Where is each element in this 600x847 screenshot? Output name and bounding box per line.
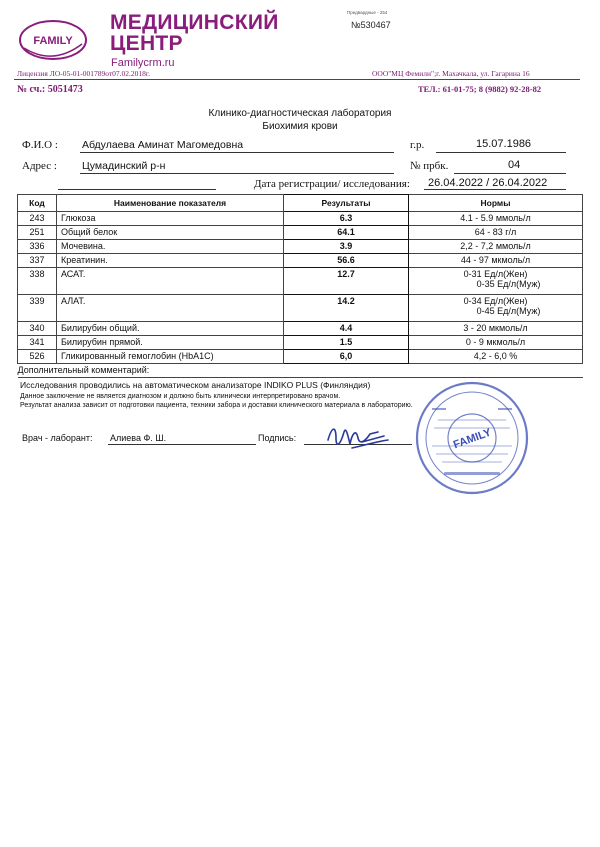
lab-subtitle: Биохимия крови [262, 121, 338, 132]
signature-label: Подпись: [258, 433, 297, 443]
row-norm [409, 268, 583, 295]
comment-row [18, 364, 583, 378]
address-underline [80, 173, 394, 174]
registration-dates: 26.04.2022 / 26.04.2022 [428, 177, 548, 189]
row-norm: 64 - 83 г/л [409, 226, 583, 240]
row-name: Билирубин прямой. [57, 336, 284, 350]
fio-underline [80, 152, 394, 153]
row-norm-female: 0-31 Ед/л(Жен) [463, 269, 528, 279]
row-code: 341 [18, 336, 57, 350]
table-row [18, 295, 583, 322]
row-name: АСАТ. [57, 268, 284, 295]
row-norm: 2,2 - 7,2 ммоль/л [409, 240, 583, 254]
row-norm: 4.1 - 5.9 ммоль/л [409, 212, 583, 226]
row-name: АЛАТ. [57, 295, 284, 322]
row-result: 3.9 [284, 240, 409, 254]
row-name: Гликированный гемоглобин (HbA1C) [57, 350, 284, 364]
prbk-label: № прбк. [410, 160, 449, 172]
order-number: №530467 [351, 20, 391, 30]
table-row [18, 350, 583, 364]
row-result: 64.1 [284, 226, 409, 240]
row-code: 339 [18, 295, 57, 322]
address-label: Адрес : [22, 160, 57, 172]
col-norm-header: Нормы [409, 195, 583, 212]
brand-title [110, 12, 279, 54]
brand-line2: ЦЕНТР [110, 32, 183, 55]
dates-label: Дата регистрации/ исследования: [254, 178, 410, 190]
birth-underline [436, 152, 566, 153]
row-code: 337 [18, 254, 57, 268]
birth-label: г.р. [410, 139, 425, 151]
family-logo [18, 18, 88, 62]
stamp-text: FAMILY [451, 426, 493, 452]
analyzer-note: Исследования проводились на автоматическом анализаторе INDIKO PLUS (Финляндия) [20, 380, 371, 390]
row-code: 526 [18, 350, 57, 364]
row-name: Мочевина. [57, 240, 284, 254]
row-name: Глюкоза [57, 212, 284, 226]
prbk-underline [454, 173, 566, 174]
birth-date: 15.07.1986 [476, 138, 532, 150]
header-divider [14, 79, 580, 80]
patient-name: Абдулаева Аминат Магомедовна [82, 139, 244, 151]
prbk-number: 04 [508, 159, 521, 171]
dependency-note: Результат анализа зависит от подготовки пациента, техники забора и доставки клинического материала в лабораторию. [20, 402, 413, 409]
col-name-header: Наименование показателя [57, 195, 284, 212]
row-result: 14.2 [284, 295, 409, 322]
brand-site: Familycrm.ru [111, 57, 175, 69]
row-name: Билирубин общий. [57, 322, 284, 336]
row-result: 4.4 [284, 322, 409, 336]
phone-numbers: ТЕЛ.: 61-01-75; 8 (9882) 92-28-82 [418, 84, 542, 94]
row-code: 336 [18, 240, 57, 254]
table-row [18, 226, 583, 240]
logo-text: FAMILY [33, 35, 73, 47]
row-code: 338 [18, 268, 57, 295]
row-norm: 0 - 9 мкмоль/л [409, 336, 583, 350]
clinic-stamp [414, 380, 530, 496]
table-row [18, 254, 583, 268]
comment-label: Дополнительный комментарий: [18, 364, 583, 378]
row-norm-female: 0-34 Ед/л(Жен) [463, 296, 528, 306]
row-result: 56.6 [284, 254, 409, 268]
table-row [18, 336, 583, 350]
doctor-underline [108, 444, 256, 445]
doctor-label: Врач - лаборант: [22, 433, 93, 443]
license-text: Лицензия ЛО-05-01-001789от07.02.2018г. [17, 69, 151, 78]
table-row [18, 240, 583, 254]
row-result: 1.5 [284, 336, 409, 350]
account-number: № сч.: 5051473 [17, 84, 83, 95]
col-code-header: Код [18, 195, 57, 212]
dates-underline [424, 189, 566, 190]
row-norm: 3 - 20 мкмоль/л [409, 322, 583, 336]
row-result: 12.7 [284, 268, 409, 295]
row-norm: 4,2 - 6,0 % [409, 350, 583, 364]
row-result: 6,0 [284, 350, 409, 364]
row-code: 251 [18, 226, 57, 240]
row-norm [409, 295, 583, 322]
brand-line1: МЕДИЦИНСКИЙ [110, 11, 279, 34]
lab-title: Клинико-диагностическая лаборатория [208, 108, 392, 119]
row-name: Общий белок [57, 226, 284, 240]
blank-underline [58, 189, 216, 190]
table-row [18, 212, 583, 226]
organization-text: ООО"МЦ Фемили";г. Махачкала, ул. Гагарина 16 [372, 69, 530, 78]
disclaimer-note: Данное заключение не является диагнозом и должно быть клинически интерпретировано врачом. [20, 393, 341, 400]
row-norm-male: 0-35 Ед/л(Муж) [476, 279, 541, 289]
table-row [18, 322, 583, 336]
table-row [18, 268, 583, 295]
row-code: 243 [18, 212, 57, 226]
row-result: 6.3 [284, 212, 409, 226]
col-result-header: Результаты [284, 195, 409, 212]
row-norm: 44 - 97 мкмоль/л [409, 254, 583, 268]
doctor-name: Алиева Ф. Ш. [110, 433, 167, 443]
row-name: Креатинин. [57, 254, 284, 268]
patient-address: Цумадинский р-н [82, 160, 166, 172]
results-table [17, 194, 583, 378]
order-label: Предвардные - 254 [347, 10, 388, 15]
table-header-row [18, 195, 583, 212]
row-norm-male: 0-45 Ед/л(Муж) [476, 306, 541, 316]
row-code: 340 [18, 322, 57, 336]
handwritten-signature [322, 420, 392, 454]
fio-label: Ф.И.О : [22, 139, 58, 151]
